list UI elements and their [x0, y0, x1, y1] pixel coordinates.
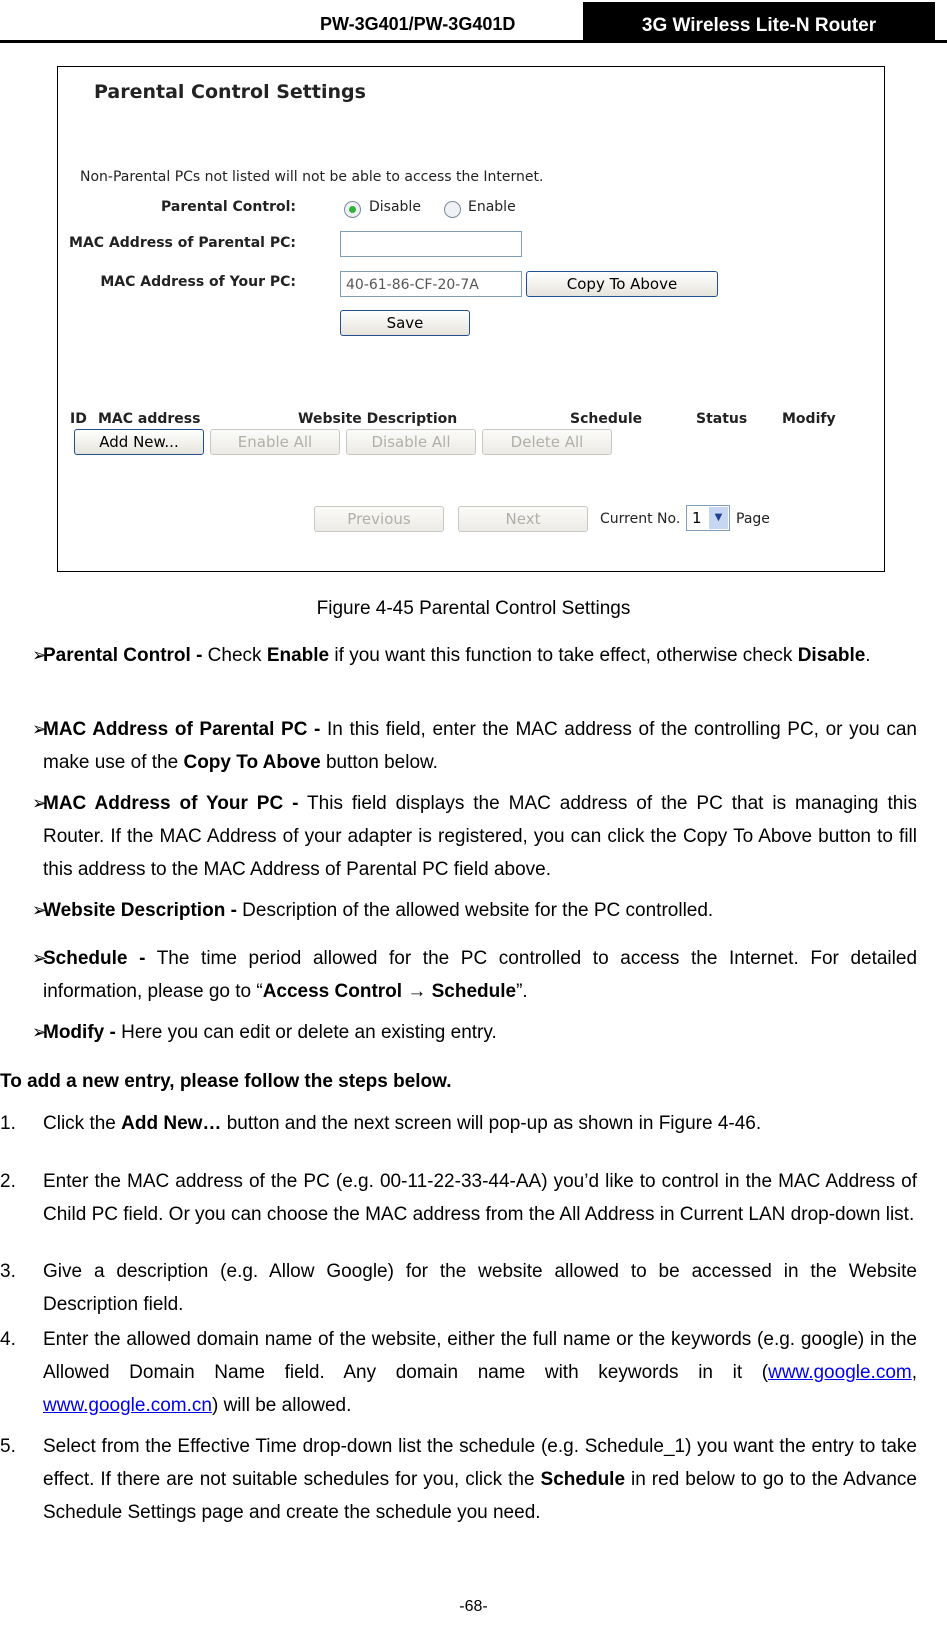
step-2: Enter the MAC address of the PC (e.g. 00-11-22-33-44-AA) you’d like to control in the MAC Address of Child PC field. Or you can choose the MAC address from the All Address in Current LAN drop-down list. — [43, 1171, 917, 1225]
delete-all-button[interactable]: Delete All — [482, 429, 612, 455]
disable-radio[interactable] — [344, 201, 361, 218]
bullet-parental-control: Parental Control - Check Enable if you want this function to take effect, otherwise check Disable. — [43, 645, 871, 666]
page-label: Page — [736, 511, 770, 527]
figure-caption: Figure 4-45 Parental Control Settings — [316, 598, 631, 619]
col-desc: Website Description — [298, 411, 458, 427]
page-select[interactable] — [686, 505, 730, 531]
step-3: Give a description (e.g. Allow Google) for the website allowed to be accessed in the Website Description field. — [43, 1261, 917, 1315]
step-4: Enter the allowed domain name of the website, either the full name or the keywords (e.g. google) in the Allowed Domain Name field. Any domain name with keywords in it (www.google.com, www.google.com.cn) will be allowed. — [43, 1329, 917, 1416]
bullet-arrow-icon: ➢ — [32, 1022, 48, 1042]
google-link[interactable]: www.google.com — [768, 1362, 912, 1383]
current-no-label: Current No. — [600, 511, 681, 527]
mac-parent-input[interactable] — [340, 231, 522, 257]
settings-title: Parental Control Settings — [94, 81, 366, 103]
col-status: Status — [696, 411, 748, 427]
google-cn-link[interactable]: www.google.com.cn — [43, 1395, 212, 1416]
parental-control-screenshot — [57, 66, 885, 572]
step-1: Click the Add New… button and the next screen will pop-up as shown in Figure 4-46. — [43, 1113, 762, 1134]
chevron-down-icon[interactable]: ▼ — [709, 507, 728, 529]
mac-your-input[interactable]: 40-61-86-CF-20-7A — [340, 271, 522, 297]
header-rule — [0, 40, 947, 43]
bullet-arrow-icon: ➢ — [32, 793, 48, 813]
step-number: 4. — [0, 1329, 16, 1350]
add-new-button[interactable]: Add New... — [74, 429, 204, 455]
bullet-mac-parent: MAC Address of Parental PC - In this field, enter the MAC address of the controlling PC, or you can make use of the Copy To Above button below. — [43, 719, 917, 773]
col-id: ID — [70, 411, 87, 427]
disable-radio-label[interactable]: Disable — [369, 199, 421, 215]
mac-your-label: MAC Address of Your PC: — [100, 274, 296, 290]
mac-parent-label: MAC Address of Parental PC: — [69, 235, 296, 251]
bullet-website-description: Website Description - Description of the allowed website for the PC controlled. — [43, 900, 714, 921]
bullet-mac-your: MAC Address of Your PC - This field displays the MAC address of the PC that is managing this Router. If the MAC Address of your adapter is registered, you can click the Copy To Above button to fill this address to the MAC Address of Parental PC field above. — [43, 793, 918, 880]
col-mac: MAC address — [98, 411, 201, 427]
bullet-arrow-icon: ➢ — [32, 948, 48, 968]
page-header — [0, 0, 947, 42]
step-5: Select from the Effective Time drop-down list the schedule (e.g. Schedule_1) you want the entry to take effect. If there are not suitable schedules for you, click the Schedule in red below to go to the Advance Schedule Settings page and create the schedule you need. — [43, 1436, 917, 1523]
save-button[interactable]: Save — [340, 310, 470, 336]
disable-all-button[interactable]: Disable All — [346, 429, 476, 455]
bullet-arrow-icon: ➢ — [32, 719, 48, 739]
steps-heading: To add a new entry, please follow the steps below. — [0, 1071, 452, 1092]
parental-control-label: Parental Control: — [161, 199, 296, 215]
header-model: PW-3G401/PW-3G401D — [320, 14, 516, 34]
step-number: 2. — [0, 1171, 16, 1192]
page-select-value: 1 — [692, 509, 702, 527]
enable-all-button[interactable]: Enable All — [210, 429, 340, 455]
enable-radio-label[interactable]: Enable — [468, 199, 516, 215]
page-number: -68- — [459, 1598, 488, 1615]
step-number: 1. — [0, 1113, 16, 1134]
previous-button[interactable]: Previous — [314, 506, 444, 532]
next-button[interactable]: Next — [458, 506, 588, 532]
col-schedule: Schedule — [570, 411, 643, 427]
bullet-arrow-icon: ➢ — [32, 645, 48, 665]
bullet-schedule: Schedule - The time period allowed for the PC controlled to access the Internet. For detailed information, please go to “Access Control → Schedule”. — [43, 948, 918, 1002]
settings-note: Non-Parental PCs not listed will not be able to access the Internet. — [80, 169, 544, 185]
bullet-modify: Modify - Here you can edit or delete an existing entry. — [43, 1022, 497, 1043]
step-number: 5. — [0, 1436, 16, 1457]
copy-to-above-button[interactable]: Copy To Above — [526, 271, 718, 297]
header-product: 3G Wireless Lite-N Router — [583, 2, 935, 40]
enable-radio[interactable] — [444, 201, 461, 218]
bullet-arrow-icon: ➢ — [32, 900, 48, 920]
step-number: 3. — [0, 1261, 16, 1282]
col-modify: Modify — [782, 411, 836, 427]
